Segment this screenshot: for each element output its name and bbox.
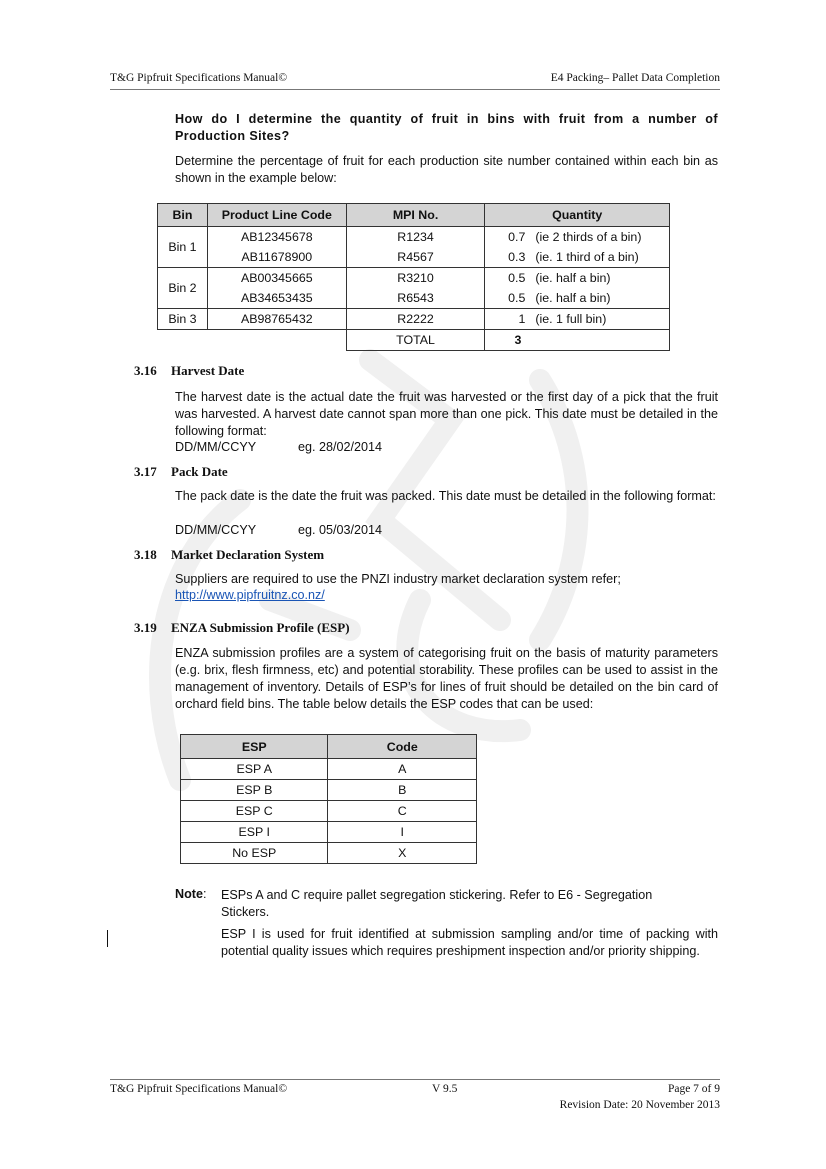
mpi-number: R6543 <box>346 288 485 309</box>
harvest-date-text: The harvest date is the actual date the fruit was harvested or the first day of a pick that the fruit was harvested. A harvest date cannot span more than one pick. This date must be detailed in the following format: <box>175 390 718 438</box>
total-cell <box>485 330 670 351</box>
section-title: Pack Date <box>171 464 228 479</box>
table-row <box>181 843 477 864</box>
table-row <box>181 780 477 801</box>
footer-version: V 9.5 <box>432 1083 458 1095</box>
header-quantity: Quantity <box>485 204 670 227</box>
header-left: T&G Pipfruit Specifications Manual© <box>110 72 288 84</box>
section-title: ENZA Submission Profile (ESP) <box>171 620 350 635</box>
header-esp: ESP <box>181 735 328 759</box>
date-format: DD/MM/CCYY <box>175 523 257 537</box>
date-example: eg. 28/02/2014 <box>298 440 383 454</box>
esp-name: ESP I <box>181 822 328 843</box>
section-number: 3.19 <box>134 620 157 635</box>
esp-code: C <box>328 801 477 822</box>
total-value: 3 <box>514 333 522 347</box>
quantity-cell <box>485 268 670 289</box>
date-example: eg. 05/03/2014 <box>298 523 383 537</box>
intro-text: Determine the percentage of fruit for each production site number contained within each bin as shown in the example below: <box>175 154 718 185</box>
market-declaration-text: Suppliers are required to use the PNZI industry market declaration system refer; <box>175 572 621 586</box>
quantity-cell <box>485 247 670 268</box>
table-row <box>181 801 477 822</box>
mpi-number: R3210 <box>346 268 485 289</box>
quantity-note: (ie. 1 full bin) <box>535 312 607 326</box>
quantity-cell <box>485 288 670 309</box>
section-number: 3.18 <box>134 547 157 562</box>
table-header-row <box>158 204 670 227</box>
table-row <box>181 822 477 843</box>
section-title: Harvest Date <box>171 363 245 378</box>
quantity-note: (ie 2 thirds of a bin) <box>535 230 642 244</box>
esp-code: A <box>328 759 477 780</box>
footer-revision-date: Revision Date: 20 November 2013 <box>559 1099 720 1111</box>
header-right: E4 Packing– Pallet Data Completion <box>550 72 720 84</box>
esp-name: No ESP <box>181 843 328 864</box>
footer-rule <box>110 1079 720 1080</box>
quantity-cell <box>485 309 670 330</box>
esp-codes-table <box>180 734 477 864</box>
section-number: 3.17 <box>134 464 157 479</box>
header-code: Code <box>328 735 477 759</box>
date-format: DD/MM/CCYY <box>175 440 257 454</box>
bin-quantity-table <box>157 203 670 351</box>
table-header-row <box>181 735 477 759</box>
quantity-note: (ie. half a bin) <box>535 291 611 305</box>
section-title: Market Declaration System <box>171 547 325 562</box>
quantity-value: 0.5 <box>508 291 526 305</box>
section-number: 3.16 <box>134 363 157 378</box>
quantity-note: (ie. 1 third of a bin) <box>535 250 639 264</box>
pack-date-text: The pack date is the date the fruit was packed. This date must be detailed in the following format: <box>175 489 716 503</box>
esp-code: B <box>328 780 477 801</box>
quantity-value: 1 <box>518 312 526 326</box>
note-line-2: ESP I is used for fruit identified at submission sampling and/or time of packing with potential quality issues which requires preshipment inspection and/or priority shipping. <box>221 927 718 958</box>
quantity-note: (ie. half a bin) <box>535 271 611 285</box>
quantity-value: 0.5 <box>508 271 526 285</box>
esp-name: ESP B <box>181 780 328 801</box>
note-line-1: ESPs A and C require pallet segregation stickering. Refer to E6 - Segregation Stickers. <box>221 888 653 919</box>
total-label: TOTAL <box>346 330 485 351</box>
total-row <box>158 330 670 351</box>
esp-name: ESP A <box>181 759 328 780</box>
esp-name: ESP C <box>181 801 328 822</box>
note-label: Note: <box>175 887 207 901</box>
esp-text: ENZA submission profiles are a system of categorising fruit on the basis of maturity parameters (e.g. brix, flesh firmness, etc) and potential storability. These profiles can be used to assist in the management of inventory. Details of ESP’s for lines of fruit should be detailed on the bin card of orchard field bins. The table below details the ESP codes that can be used: <box>175 646 718 711</box>
table-row <box>158 268 670 289</box>
intro-question: How do I determine the quantity of fruit in bins with fruit from a number of Production Sites? <box>175 112 718 143</box>
table-row <box>158 309 670 330</box>
esp-code: I <box>328 822 477 843</box>
mpi-number: R2222 <box>346 309 485 330</box>
header-product-line-code: Product Line Code <box>207 204 346 227</box>
product-code: AB12345678 <box>207 227 346 248</box>
revision-change-bar <box>107 930 108 947</box>
header-mpi-no: MPI No. <box>346 204 485 227</box>
table-row <box>181 759 477 780</box>
quantity-value: 0.3 <box>508 250 526 264</box>
table-row <box>158 227 670 248</box>
product-code: AB00345665 <box>207 268 346 289</box>
table-row <box>158 288 670 309</box>
table-row <box>158 247 670 268</box>
header-bin: Bin <box>158 204 208 227</box>
footer-left: T&G Pipfruit Specifications Manual© <box>110 1083 288 1095</box>
quantity-cell <box>485 227 670 248</box>
esp-code: X <box>328 843 477 864</box>
header-rule <box>110 89 720 90</box>
quantity-value: 0.7 <box>508 230 526 244</box>
product-code: AB11678900 <box>207 247 346 268</box>
mpi-number: R1234 <box>346 227 485 248</box>
pipfruitnz-link[interactable]: http://www.pipfruitnz.co.nz/ <box>175 588 325 602</box>
mpi-number: R4567 <box>346 247 485 268</box>
product-code: AB34653435 <box>207 288 346 309</box>
product-code: AB98765432 <box>207 309 346 330</box>
bin-label: Bin 2 <box>158 268 208 309</box>
bin-label: Bin 1 <box>158 227 208 268</box>
bin-label: Bin 3 <box>158 309 208 330</box>
footer-page-number: Page 7 of 9 <box>667 1083 720 1095</box>
